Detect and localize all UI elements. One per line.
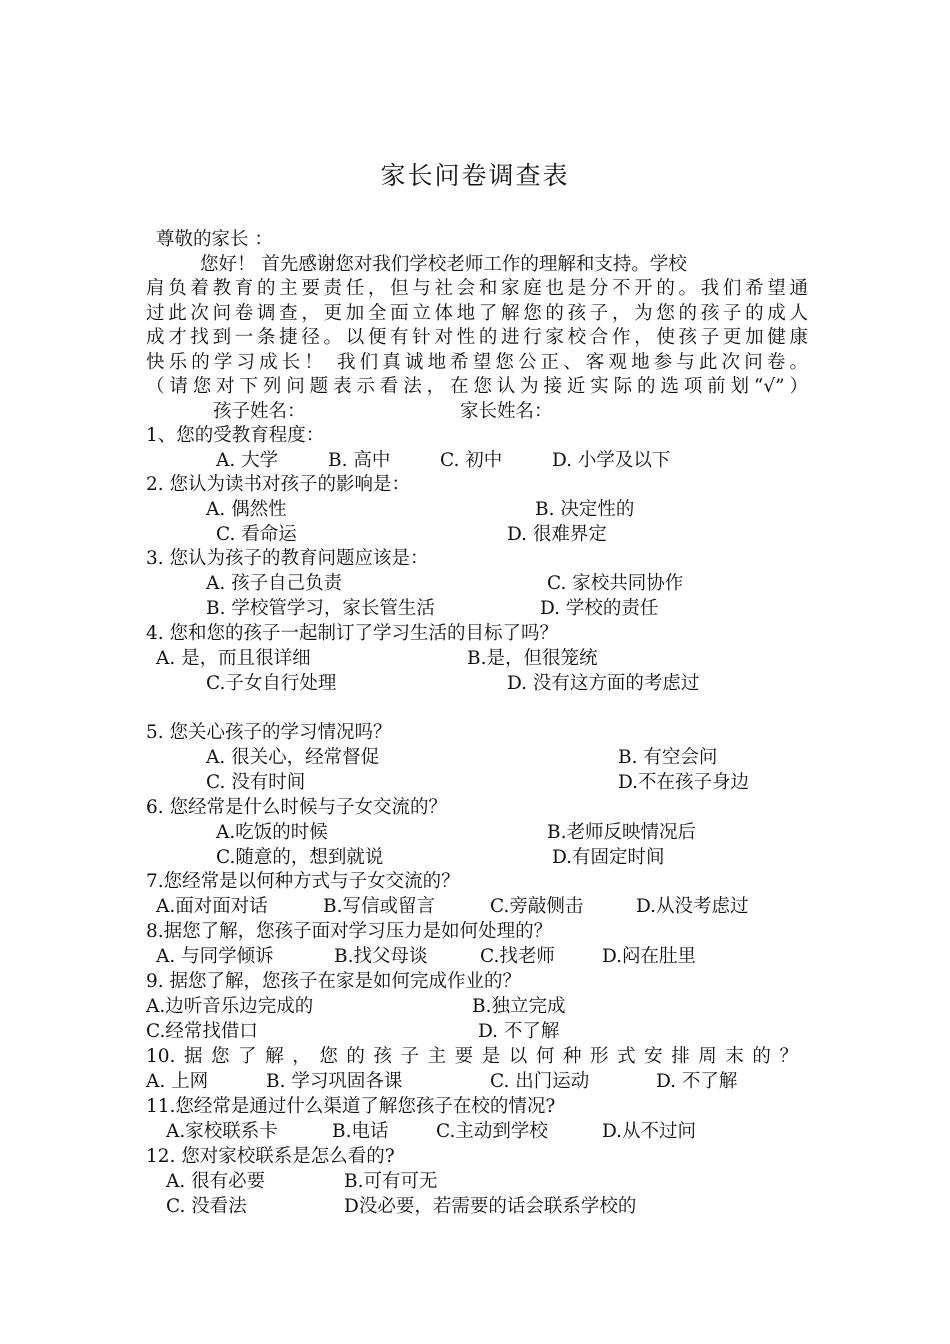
- option[interactable]: A.边听音乐边完成的: [146, 996, 314, 1017]
- option[interactable]: A.家校联系卡: [166, 1121, 278, 1142]
- intro-line: 成才找到一条捷径。以便有针对性的进行家校合作，使孩子更加健康: [146, 327, 808, 348]
- option[interactable]: B. 决定性的: [535, 499, 635, 520]
- option[interactable]: B.电话: [332, 1121, 389, 1142]
- option[interactable]: A. 偶然性: [206, 499, 287, 520]
- option[interactable]: C.经常找借口: [146, 1021, 258, 1042]
- option[interactable]: D.闷在肚里: [602, 946, 697, 967]
- intro-line: 过此次问卷调查，更加全面立体地了解您的孩子，为您的孩子的成人: [146, 303, 808, 324]
- option[interactable]: C.主动到学校: [436, 1121, 548, 1142]
- option[interactable]: C. 看命运: [216, 524, 297, 545]
- option[interactable]: A. 是，而且很详细: [156, 648, 311, 669]
- page-title: 家长问卷调查表: [380, 161, 570, 190]
- option[interactable]: A.吃饭的时候: [216, 822, 328, 843]
- option[interactable]: C.子女自行处理: [206, 673, 337, 694]
- question-5: 5. 您关心孩子的学习情况吗？: [146, 722, 392, 743]
- option[interactable]: D. 不了解: [478, 1021, 560, 1042]
- option[interactable]: A. 很有必要: [166, 1171, 266, 1192]
- intro-line: 您好！ 首先感谢您对我们学校老师工作的理解和支持。学校: [200, 254, 687, 275]
- option[interactable]: A. 大学: [216, 450, 279, 471]
- child-name-label: 孩子姓名：: [213, 401, 306, 422]
- option[interactable]: C.旁敲侧击: [490, 896, 584, 917]
- option[interactable]: C. 没有时间: [206, 772, 306, 793]
- question-2: 2. 您认为读书对孩子的影响是：: [146, 474, 411, 495]
- option[interactable]: C. 家校共同协作: [547, 573, 684, 594]
- option[interactable]: D. 学校的责任: [540, 598, 659, 619]
- intro-line: 肩负着教育的主要责任，但与社会和家庭也是分不开的。我们希望通: [146, 278, 808, 299]
- question-7: 7.您经常是以何种方式与子女交流的？: [146, 871, 460, 892]
- option[interactable]: B.是，但很笼统: [467, 648, 598, 669]
- option[interactable]: C. 出门运动: [490, 1071, 590, 1092]
- greeting: 尊敬的家长 ：: [156, 229, 273, 250]
- option[interactable]: C.找老师: [480, 946, 555, 967]
- option[interactable]: A. 孩子自己负责: [206, 573, 343, 594]
- option[interactable]: D没必要，若需要的话会联系学校的: [344, 1196, 637, 1217]
- option[interactable]: C. 初中: [440, 450, 503, 471]
- option[interactable]: C. 没看法: [166, 1196, 247, 1217]
- question-9: 9. 据您了解，您孩子在家是如何完成作业的？: [146, 971, 522, 992]
- option[interactable]: D.从不过问: [602, 1121, 697, 1142]
- question-8: 8.据您了解，您孩子面对学习压力是如何处理的？: [146, 921, 553, 942]
- option[interactable]: B.找父母谈: [334, 946, 428, 967]
- option[interactable]: B. 有空会问: [618, 747, 718, 768]
- option[interactable]: A. 很关心，经常督促: [206, 747, 380, 768]
- option[interactable]: B. 学校管学习，家长管生活: [206, 598, 435, 619]
- option[interactable]: C.随意的，想到就说: [216, 847, 384, 868]
- question-10: 10.据您了解，您的孩子主要是以何种形式安排周末的？: [146, 1046, 798, 1067]
- question-1: 1、您的受教育程度：: [146, 425, 325, 446]
- option[interactable]: D. 小学及以下: [552, 450, 671, 471]
- option[interactable]: B.老师反映情况后: [547, 822, 696, 843]
- option[interactable]: B. 学习巩固各课: [266, 1071, 403, 1092]
- question-11: 11.您经常是通过什么渠道了解您孩子在校的情况?: [146, 1096, 556, 1117]
- question-3: 3. 您认为孩子的教育问题应该是：: [146, 548, 429, 569]
- option[interactable]: A. 与同学倾诉: [156, 946, 274, 967]
- option[interactable]: B.写信或留言: [323, 896, 435, 917]
- question-12: 12. 您对家校联系是怎么看的?: [146, 1146, 395, 1167]
- option[interactable]: D. 很难界定: [507, 524, 607, 545]
- question-6: 6. 您经常是什么时候与子女交流的？: [146, 797, 448, 818]
- option[interactable]: B.可有可无: [344, 1171, 438, 1192]
- option[interactable]: D.不在孩子身边: [618, 772, 750, 793]
- option[interactable]: A.面对面对话: [156, 896, 268, 917]
- option[interactable]: B. 高中: [328, 450, 391, 471]
- intro-line: 快乐的学习成长！ 我们真诚地希望您公正、客观地参与此次问卷。: [146, 352, 808, 373]
- option[interactable]: D. 没有这方面的考虑过: [507, 673, 700, 694]
- intro-line: （请您对下列问题表示看法，在您认为接近实际的选项前划“√”）: [146, 376, 808, 397]
- option[interactable]: B.独立完成: [472, 996, 566, 1017]
- option[interactable]: D. 不了解: [656, 1071, 738, 1092]
- option[interactable]: D.有固定时间: [552, 847, 665, 868]
- question-4: 4. 您和您的孩子一起制订了学习生活的目标了吗？: [146, 623, 559, 644]
- option[interactable]: A. 上网: [146, 1071, 209, 1092]
- option[interactable]: D.从没考虑过: [636, 896, 749, 917]
- parent-name-label: 家长姓名：: [460, 401, 553, 422]
